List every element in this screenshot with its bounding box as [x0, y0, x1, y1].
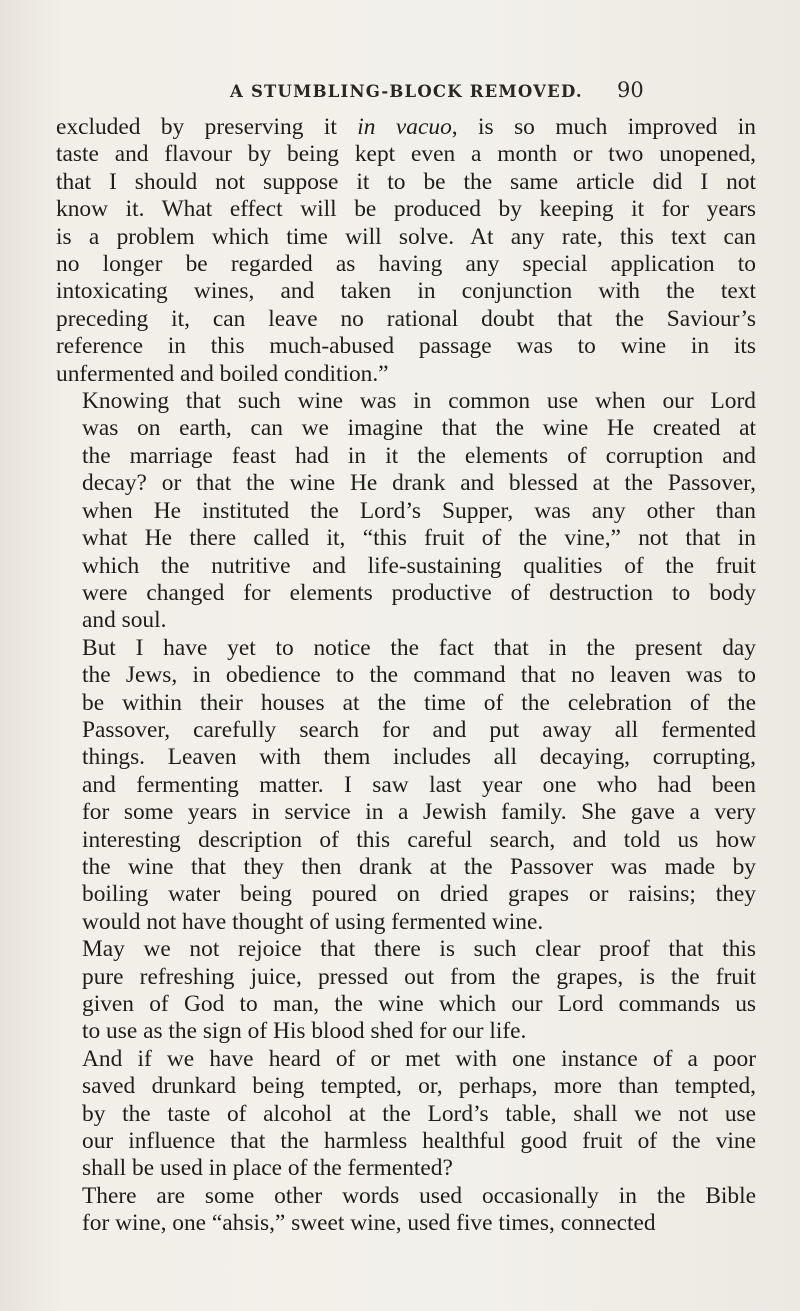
text-line: the marriage feast had in it the elements of corruption and: [82, 442, 756, 469]
text-line: to use as the sign of His blood shed for our life.: [82, 1018, 527, 1045]
paragraph: [56, 1183, 756, 1238]
text-line: pure refreshing juice, pressed out from the grapes, is the fruit: [82, 963, 756, 990]
text-line: was on earth, can we imagine that the wine He created at: [82, 415, 756, 442]
text-line: There are some other words used occasionally in the Bible: [82, 1182, 756, 1209]
italic-phrase: in vacuo: [357, 114, 452, 140]
text-line: for wine, one “ahsis,” sweet wine, used five times, connected: [82, 1210, 656, 1237]
paragraph: [56, 114, 756, 388]
text-line: which the nutritive and life-sustaining qualities of the fruit: [82, 552, 756, 579]
paragraph: [56, 1046, 756, 1183]
text-line: for some years in service in a Jewish family. She gave a very: [82, 799, 756, 826]
text-line: when He instituted the Lord’s Supper, was any other than: [82, 497, 756, 524]
text-line: taste and flavour by being kept even a month or two unopened,: [56, 141, 756, 168]
text-line: reference in this much-abused passage was to wine in its: [56, 333, 756, 360]
text-line: that I should not suppose it to be the same article did I not: [56, 168, 756, 195]
text-line: decay? or that the wine He drank and blessed at the Passover,: [82, 470, 756, 497]
paragraph: [56, 388, 756, 635]
text-line: shall be used in place of the fermented?: [82, 1155, 453, 1182]
text-line: the wine that they then drank at the Passover was made by: [82, 853, 756, 880]
text-line: excluded by preserving it in vacuo, is so much improved in: [56, 114, 756, 140]
text-line: our influence that the harmless healthful good fruit of the vine: [82, 1128, 756, 1155]
text-line: interesting description of this careful search, and told us how: [82, 826, 756, 853]
text-line: saved drunkard being tempted, or, perhaps, more than tempted,: [82, 1073, 756, 1100]
text-line: given of God to man, the wine which our Lord commands us: [82, 991, 756, 1017]
text-line: boiling water being poured on dried grapes or raisins; they: [82, 881, 756, 908]
text-line: preceding it, can leave no rational doubt that the Saviour’s: [56, 305, 756, 332]
text-line: and soul.: [82, 607, 167, 634]
paragraph: [56, 936, 756, 1046]
text-line: by the taste of alcohol at the Lord’s table, shall we not use: [82, 1100, 756, 1127]
text-line: intoxicating wines, and taken in conjunction with the text: [56, 278, 756, 305]
body-text: [56, 114, 756, 1238]
text-line: May we not rejoice that there is such clear proof that this: [82, 936, 756, 963]
text-line: would not have thought of using fermented wine.: [82, 908, 544, 935]
text-line: the Jews, in obedience to the command that no leaven was to: [82, 662, 756, 689]
text-line: were changed for elements productive of destruction to body: [82, 579, 756, 606]
running-title: A STUMBLING-BLOCK REMOVED.: [230, 82, 583, 101]
text-line: But I have yet to notice the fact that in the present day: [82, 634, 756, 661]
running-head: [0, 78, 800, 108]
text-line: is a problem which time will solve. At any rate, this text can: [56, 223, 756, 250]
text-line: unfermented and boiled condition.”: [56, 360, 389, 387]
text-line: Knowing that such wine was in common use when our Lord: [82, 388, 756, 415]
text-line: no longer be regarded as having any special application to: [56, 251, 756, 278]
text-line: Passover, carefully search for and put away all fermented: [82, 716, 756, 743]
text-line: and fermenting matter. I saw last year one who had been: [82, 771, 756, 798]
text-line: know it. What effect will be produced by keeping it for years: [56, 196, 756, 223]
text-line: And if we have heard of or met with one instance of a poor: [82, 1045, 756, 1072]
text-line: things. Leaven with them includes all decaying, corrupting,: [82, 744, 756, 771]
text-line: be within their houses at the time of the celebration of the: [82, 689, 756, 716]
text-line: what He there called it, “this fruit of the vine,” not that in: [82, 525, 756, 552]
page-number: 90: [617, 78, 644, 102]
paragraph: [56, 635, 756, 936]
